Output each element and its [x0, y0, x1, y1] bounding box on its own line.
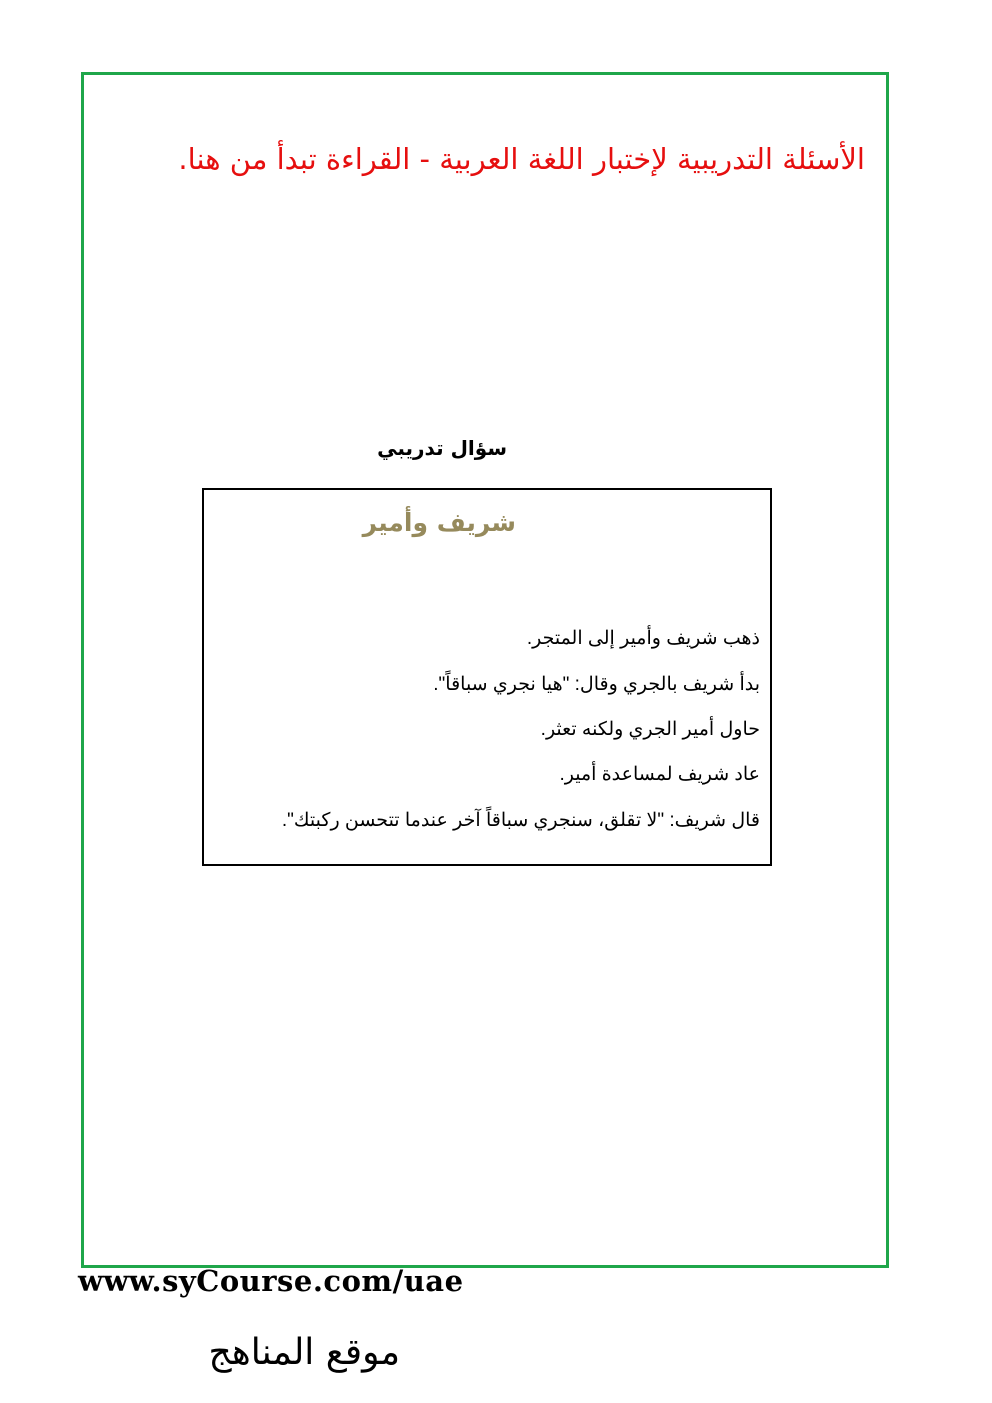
story-line: حاول أمير الجري ولكنه تعثر.	[540, 719, 760, 740]
story-line: بدأ شريف بالجري وقال: "هيا نجري سباقاً".	[433, 674, 760, 695]
story-title: شريف وأمير	[362, 508, 516, 537]
story-box	[202, 488, 772, 866]
story-line: ذهب شريف وأمير إلى المتجر.	[526, 628, 760, 649]
story-line: قال شريف: "لا تقلق، سنجري سباقاً آخر عندما تتحسن ركبتك".	[281, 810, 760, 831]
footer-url: www.syCourse.com/uae	[78, 1264, 464, 1298]
footer-site-name: موقع المناهج	[208, 1332, 400, 1373]
question-label: سؤال تدريبي	[377, 436, 507, 460]
story-line: عاد شريف لمساعدة أمير.	[559, 764, 760, 785]
page-title: الأسئلة التدريبية لإختبار اللغة العربية - القراءة تبدأ من هنا.	[178, 142, 865, 176]
